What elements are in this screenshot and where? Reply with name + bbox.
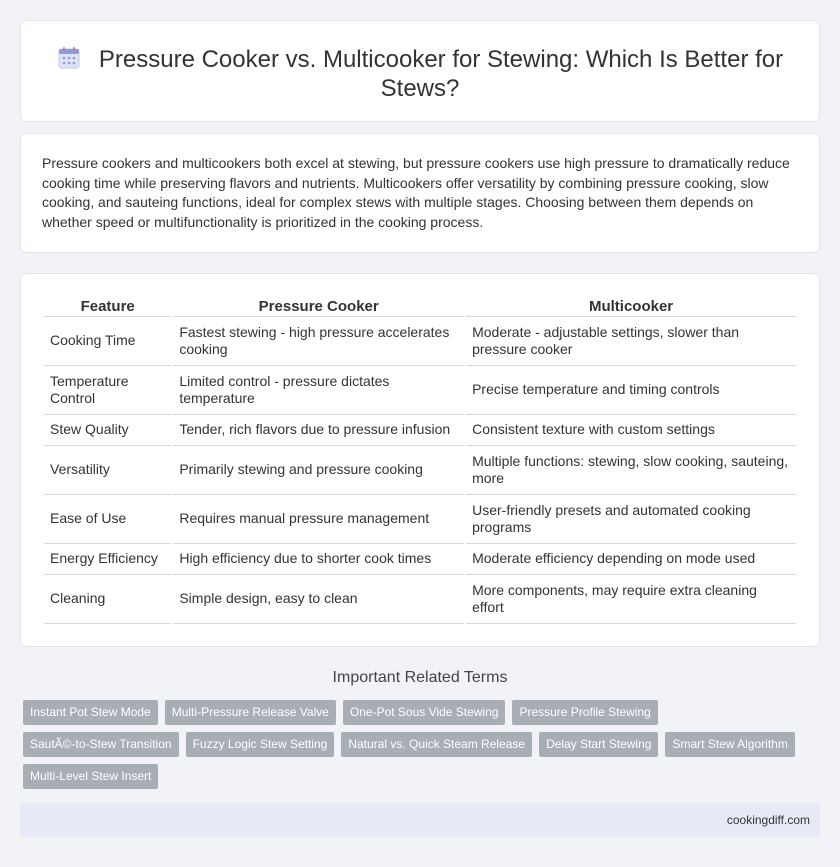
multicooker-cell: Multiple functions: stewing, slow cooking, sauteing, more [466, 446, 796, 495]
intro-paragraph: Pressure cookers and multicookers both excel at stewing, but pressure cookers use high pressure to dramatically reduce cooking time while preserving flavors and nutrients. Multicookers offer versatility by combining pressure cooking, slow cooking, and sauteing functions, ideal for complex stews with multiple stages. Choosing between them depends on whether speed or multifunctionality is prioritized in the cooking process. [42, 155, 790, 230]
intro-card [20, 133, 820, 253]
pressure-cooker-cell: Fastest stewing - high pressure accelerates cooking [173, 317, 464, 366]
table-row [44, 446, 796, 495]
header-feature: Feature [44, 295, 171, 317]
feature-cell: Cooking Time [44, 317, 171, 366]
pressure-cooker-cell: Simple design, easy to clean [173, 575, 464, 624]
related-terms-title: Important Related Terms [332, 669, 508, 686]
comparison-card [20, 273, 820, 647]
header-multicooker: Multicooker [466, 295, 796, 317]
page-title: Pressure Cooker vs. Multicooker for Stewing: Which Is Better for Stews? [98, 46, 784, 102]
page-title-wrap [21, 45, 819, 103]
related-tag[interactable]: Pressure Profile Stewing [512, 700, 657, 725]
multicooker-cell: Consistent texture with custom settings [466, 415, 796, 446]
footer-site-link[interactable]: cookingdiff.com [726, 813, 810, 827]
multicooker-cell: Moderate efficiency depending on mode used [466, 544, 796, 575]
feature-cell: Energy Efficiency [44, 544, 171, 575]
pressure-cooker-cell: Limited control - pressure dictates temperature [173, 366, 464, 415]
related-terms-list [23, 700, 813, 796]
table-row [44, 544, 796, 575]
feature-cell: Ease of Use [44, 495, 171, 544]
calendar-icon [57, 46, 81, 70]
footer [20, 803, 820, 837]
header-pressure-cooker: Pressure Cooker [173, 295, 464, 317]
multicooker-cell: User-friendly presets and automated cooking programs [466, 495, 796, 544]
feature-cell: Cleaning [44, 575, 171, 624]
pressure-cooker-cell: Requires manual pressure management [173, 495, 464, 544]
related-tag[interactable]: Multi-Pressure Release Valve [165, 700, 336, 725]
related-tag[interactable]: Smart Stew Algorithm [665, 732, 794, 757]
pressure-cooker-cell: Tender, rich flavors due to pressure infusion [173, 415, 464, 446]
related-tag[interactable]: Instant Pot Stew Mode [23, 700, 158, 725]
feature-cell: Versatility [44, 446, 171, 495]
table-header-row [44, 295, 796, 317]
pressure-cooker-cell: High efficiency due to shorter cook times [173, 544, 464, 575]
multicooker-cell: More components, may require extra cleaning effort [466, 575, 796, 624]
header-card [20, 20, 820, 122]
related-tag[interactable]: Delay Start Stewing [539, 732, 658, 757]
related-tag[interactable]: SautÃ©-to-Stew Transition [23, 732, 179, 757]
table-row [44, 575, 796, 624]
related-tag[interactable]: Fuzzy Logic Stew Setting [186, 732, 335, 757]
multicooker-cell: Moderate - adjustable settings, slower than pressure cooker [466, 317, 796, 366]
table-row [44, 317, 796, 366]
feature-cell: Temperature Control [44, 366, 171, 415]
related-tag[interactable]: Multi-Level Stew Insert [23, 764, 158, 789]
table-row [44, 366, 796, 415]
related-tag[interactable]: One-Pot Sous Vide Stewing [343, 700, 506, 725]
multicooker-cell: Precise temperature and timing controls [466, 366, 796, 415]
pressure-cooker-cell: Primarily stewing and pressure cooking [173, 446, 464, 495]
feature-cell: Stew Quality [44, 415, 171, 446]
related-tag[interactable]: Natural vs. Quick Steam Release [341, 732, 532, 757]
comparison-table [42, 295, 798, 624]
table-row [44, 415, 796, 446]
table-row [44, 495, 796, 544]
